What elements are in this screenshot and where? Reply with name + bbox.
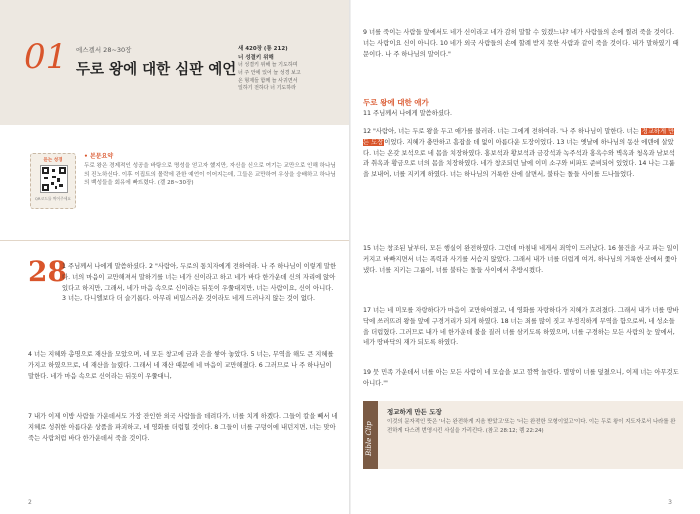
left-body-paragraph: 7 내가 이제 이방 사람들 가운데서도 가장 잔인한 외국 사람들을 데려다가, 너를 치게 하겠다. 그들이 칼을 빼서 네 지혜로 성취한 아름다운 상품을 파괴하고, 네 영화를 더럽힐 것이다. 8 그들이 너를 구덩이에 내던지면, 너는 맞아 죽는 사람처럼 바다 한가운데서 죽을 것이다.: [28, 413, 338, 442]
chapter-drop-number: 28: [28, 255, 67, 288]
right-body-paragraph: 11 주님께서 나에게 말씀하셨다.: [363, 110, 453, 117]
bible-clip-box: [363, 401, 683, 469]
summary-text: 두로 왕은 경제적인 성공을 바탕으로 명성을 얻고자 했지만, 자신을 신으로 여기는 교만으로 인해 하나님의 진노하신다. 이후 이집트의 몰락에 관한 예언이 이어지는데, 그들은 교만하여 우상을 숭배하고 하나님의 백성들을 회유에 빠뜨렸다. (겔 28~30장): [84, 162, 336, 187]
hymn-line: 너 주 안에 있어 늘 성경 보고: [238, 69, 301, 76]
right-body-paragraph: 19 뭇 민족 가운데서 너를 아는 모든 사람이 네 모습을 보고 깜짝 놀란다. 멸망이 너를 덮쳤으니, 이제 너는 아무것도 아니다.'": [363, 369, 679, 387]
qr-caption: QR코드를 찍어주세요: [34, 196, 72, 201]
right-body-paragraph: 12 "사람아, 너는 두로 왕을 두고 애가를 불러라. 너는 그에게 전하여라. '나 주 하나님이 말한다. 너는 정교하게 만든 도장이었다. 지혜가 충만하고 흠잡을 데 없이 아름다운 도장이었다. 13 너는 옛날에 하나님의 동산 에덴에 살았다. 너는 온갖 보석으로 네 몸을 치장하였다. 홍보석과 황보석과 금강석과 녹주석과 홍옥수와 벽옥과 청옥과 남보석과 취옥과 황금으로 너의 몸을 치장하였다. 네가 창조되던 날에 이미 소구와 비파도 준비되어 있었다. 14 나는 그룹을 보내어, 너를 지키게 하였다. 너는 하나님의 거룩한 산에 살면서, 불타는 돌들 사이를 드나들었다.: [363, 128, 675, 179]
hymn-side-note: [238, 45, 338, 93]
left-body-paragraph: 4 너는 지혜와 총명으로 재산을 모았으며, 네 모든 창고에 금과 은을 쌓아 놓았다. 5 너는, 무역을 해도 큰 지혜를 가지고 하였으므로, 네 재산을 늘렸다. 그래서 네 재산 때문에 네 마음이 교만해졌다. 6 그러므로 나 주 하나님이 말한다. 네가 마음 속으로 신이라는 뒤돗이 우쭐대니,: [28, 351, 334, 380]
book-gutter: [349, 0, 351, 514]
summary-heading: • 본문요약: [84, 153, 114, 160]
hymn-line: 너 성결키 위해 늘 기도하며: [238, 62, 298, 69]
chapter-title: 두로 왕에 대한 심판 예언: [76, 62, 237, 78]
bible-clip-tab: Bible Clip: [363, 401, 378, 469]
qr-card[interactable]: [30, 153, 76, 209]
highlighted-term[interactable]: 정교하게 만든 도장: [363, 128, 675, 146]
bible-clip-text: 이것의 문자적인 뜻은 '너는 완전하게 지음 받았고'또는 '너는 완전한 모형이었고'이다. 이는 두로 왕이 지도자로서 나라를 완전하게 다스려 번영시킨 사실을 가리킨다. (참고 28:12; 렘 22:24): [387, 419, 676, 434]
section-heading: 두로 왕에 대한 애가: [363, 98, 429, 107]
qr-label: 듣는 성경: [43, 158, 63, 163]
left-body-paragraph: 1 주님께서 나에게 말씀하셨다. 2 "사람아, 두로의 통치자에게 전하여라. 나 주 하나님이 이렇게 말한다. 너의 마음이 교만해져서 말하기를 너는 네가 신이라고 하고 네가 바다 한가운데 신의 자리에 앉아 있다고 하지만, 그래서, 네가 마음 속으로 신이라는 뒤돗이 우쭐대지만, 너는 사람이요, 신이 아니다. 3 너는, 다니엘보다 더 슬기롭다. 아무리 비밀스러운 것이라도 네게 드러나지 않는 것이 없다.: [62, 263, 337, 303]
page-number-left: 2: [28, 499, 32, 506]
hymn-line: 일하기 전하다 너 기도하라: [238, 85, 296, 92]
chapter-reference: 에스겔서 28~30장: [76, 46, 132, 54]
chapter-number: 01: [24, 37, 68, 77]
qr-code-icon[interactable]: [40, 165, 68, 193]
right-body-paragraph: 9 너를 죽이는 사람들 앞에서도 네가 신이라고 네가 감히 말할 수 있겠느냐? 네가 사람들의 손에 찔려 죽을 것이다. 너는 사람이요 신이 아니다. 10 네가 외국 사람들의 손에 할례 받지 못한 사람과 같이 죽을 것이다. 내가 말하였기 때문이다. 나 주 하나님의 말이다.": [363, 29, 679, 58]
hymn-line: 온 형제들 함께 늘 사귀면서: [238, 77, 298, 84]
right-body-paragraph: 17 너는 네 미모를 자랑하다가 마음이 교만하여졌고, 네 영화를 자랑하다가 지혜가 흐려졌다. 그래서 내가 너를 땅바닥에 쓰러뜨려 왕들 앞에 구경거리가 되게 하였다. 18 너는 죄를 많이 짓고 부정직하게 무역을 함으로써, 네 성소들을 더럽혔다. 그러므로 내가 네 한가운데 불을 질러 너를 삼키도록 하였으며, 너를 구경하는 모든 사람의 눈 앞에서, 네가 땅바닥의 재가 되도록 하였다.: [363, 307, 679, 347]
hymn-heading: 새 420장 (통 212): [238, 46, 288, 52]
right-body-paragraph: 15 너는 창조된 날부터, 모든 행실이 완전하였다. 그런데 마침내 네게서 죄악이 드러났다. 16 물건을 사고 파는 일이 커지고 바빠지면서 너는 폭력과 사기를 서슴지 않았다. 그래서 내가 너를 더럽게 여겨, 하나님의 거룩한 산에서 쫓아냈다. 너를 지키는 그룹이, 너를 불타는 돌들 사이에서 추방시켰다.: [363, 245, 679, 274]
section-divider: [0, 240, 349, 241]
hymn-subheading: 너 성결키 위해: [238, 54, 274, 61]
chapter-summary: [84, 152, 336, 188]
bible-clip-heading: 정교하게 만든 도장: [387, 408, 442, 416]
page-number-right: 3: [668, 499, 672, 506]
